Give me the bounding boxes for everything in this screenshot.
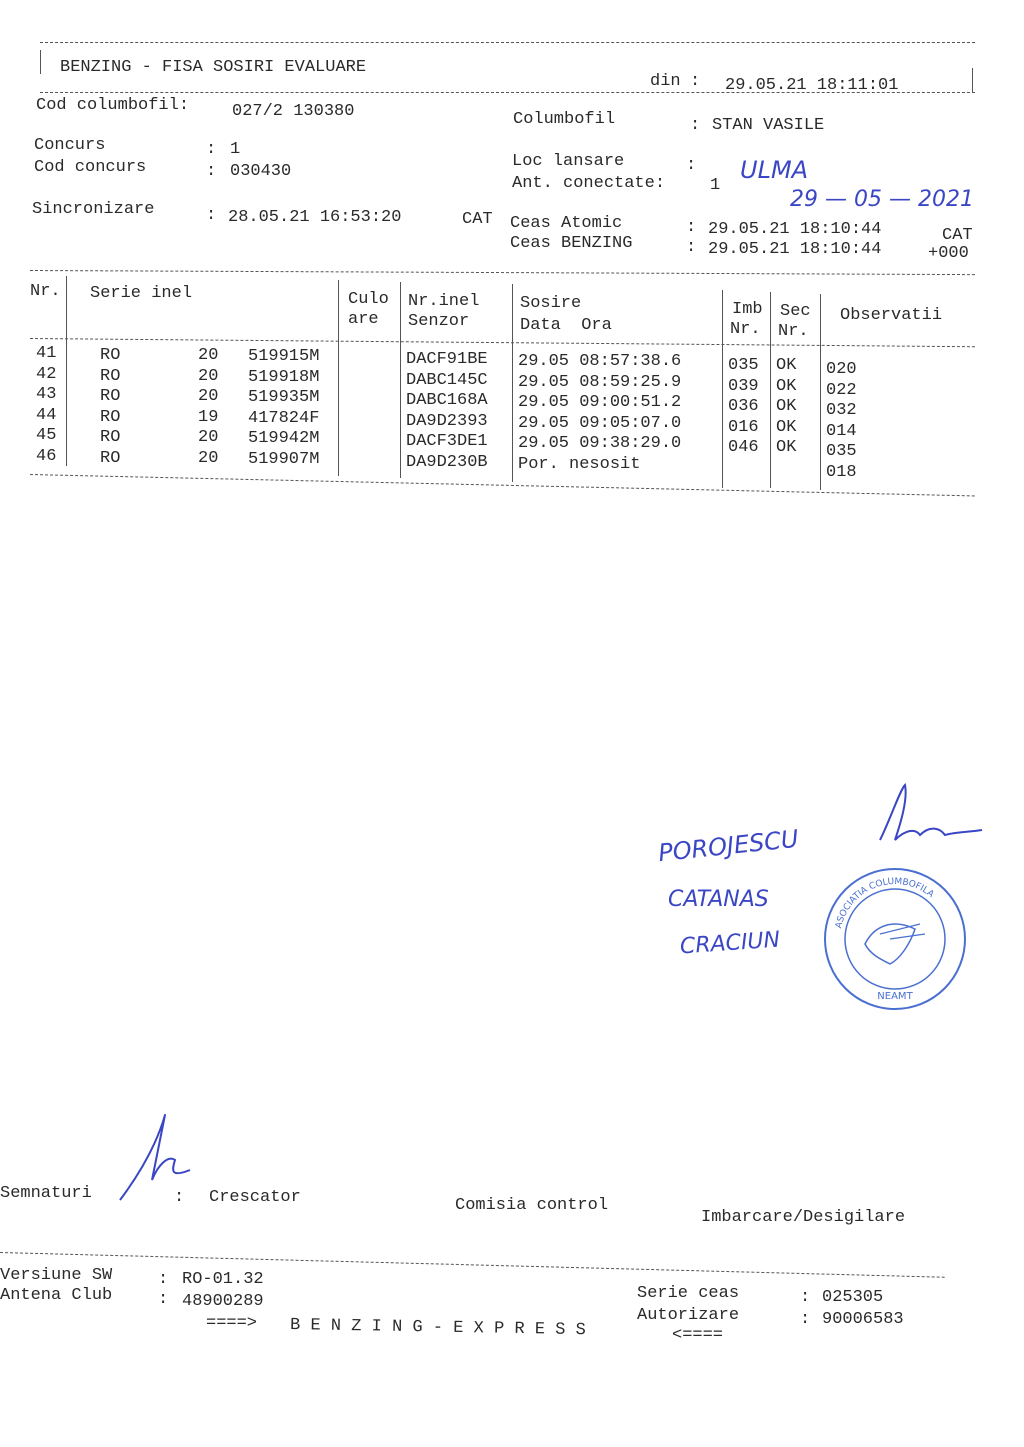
- sincronizare-label: Sincronizare: [32, 200, 155, 219]
- commission-name: POROJESCU: [656, 824, 800, 868]
- divider: [40, 42, 975, 43]
- divider: [30, 270, 975, 275]
- divider: [30, 338, 975, 347]
- cell-observatii: 022: [826, 380, 857, 400]
- divider: [66, 276, 67, 466]
- antena-club-value: 48900289: [182, 1292, 264, 1311]
- cell-tara: RO: [100, 387, 121, 407]
- col-header-observatii: Observatii: [840, 306, 943, 325]
- cell-observatii: 014: [826, 421, 857, 441]
- date-handwritten: 29 — 05 — 2021: [790, 187, 974, 212]
- cell-sosire: 29.05 08:59:25.9: [518, 372, 682, 392]
- sincronizare-value: 28.05.21 16:53:20: [228, 208, 402, 227]
- col-header-serie-inel: Serie inel: [90, 284, 193, 303]
- serie-ceas-label: Serie ceas: [637, 1284, 740, 1303]
- cell-inel: 519935M: [248, 388, 320, 408]
- divider: [722, 290, 723, 488]
- cell-imb: 046: [728, 438, 759, 458]
- cell-inel: 519915M: [248, 347, 320, 366]
- ceas-benzing-label: Ceas BENZING: [510, 234, 633, 253]
- cell-nr: 45: [36, 426, 57, 446]
- cell-senzor: DABC145C: [406, 370, 488, 390]
- cell-nr: 43: [36, 385, 57, 405]
- cell-nr: 46: [36, 447, 57, 466]
- divider: [820, 294, 821, 490]
- signature-scribble-icon: [860, 780, 990, 850]
- col-header-data-ora: Data Ora: [520, 316, 612, 335]
- cod-columbofil-label: Cod columbofil:: [36, 96, 190, 115]
- cell-sec: OK: [776, 356, 797, 375]
- cell-observatii: 035: [826, 442, 857, 462]
- imbarcare-desigilare-label: Imbarcare/Desigilare: [701, 1208, 906, 1227]
- antena-club-label: Antena Club: [0, 1286, 113, 1305]
- cell-an: 20: [198, 346, 219, 365]
- loc-lansare-label: Loc lansare: [512, 152, 625, 171]
- concurs-value: 1: [230, 140, 241, 159]
- cod-concurs-value: 030430: [230, 162, 292, 181]
- brand-arrow-left: ====>: [206, 1314, 258, 1333]
- cell-an: 20: [198, 366, 219, 386]
- document-title: BENZING - FISA SOSIRI EVALUARE: [60, 58, 367, 77]
- brand-name: B E N Z I N G - E X P R E S S: [289, 1316, 586, 1341]
- col-header-senzor: Senzor: [408, 312, 470, 331]
- divider: [770, 292, 771, 488]
- divider: [400, 282, 401, 478]
- col-header-nr: Nr.: [30, 282, 61, 301]
- cod-columbofil-value: 027/2 130380: [232, 102, 355, 121]
- cell-an: 20: [198, 428, 219, 448]
- autorizare-value: 90006583: [822, 1310, 904, 1329]
- din-value: 29.05.21 18:11:01: [725, 76, 899, 95]
- stamp-text-bottom: NEAMT: [877, 991, 913, 1002]
- cell-inel: 519918M: [248, 367, 320, 387]
- cell-imb: 039: [728, 376, 759, 396]
- sincronizare-tz: CAT: [462, 210, 493, 229]
- col-header-imb: Imb: [732, 300, 763, 319]
- cell-nr: 44: [36, 405, 57, 425]
- cell-sosire: Por. nesosit: [518, 455, 641, 474]
- cell-an: 19: [198, 407, 219, 427]
- association-stamp-icon: [820, 864, 970, 1014]
- comisia-control-label: Comisia control: [455, 1196, 609, 1215]
- autorizare-label: Autorizare: [637, 1306, 740, 1325]
- breeder-signature-icon: [100, 1110, 200, 1210]
- cell-an: 20: [198, 449, 219, 468]
- cell-senzor: DACF91BE: [406, 350, 488, 369]
- din-label: din: [650, 72, 681, 91]
- cell-observatii: 018: [826, 463, 857, 482]
- divider: [512, 284, 513, 482]
- cell-senzor: DABC168A: [406, 391, 488, 411]
- col-header-sec: Sec: [780, 302, 811, 321]
- commission-name: CRACIUN: [679, 927, 781, 960]
- cod-concurs-label: Cod concurs: [34, 158, 147, 177]
- cell-nr: 41: [36, 344, 57, 363]
- cell-imb: 035: [728, 356, 759, 375]
- crescator-label: Crescator: [209, 1188, 301, 1207]
- cell-tara: RO: [100, 346, 121, 365]
- col-header-sosire: Sosire: [520, 294, 582, 313]
- cell-tara: RO: [100, 366, 121, 386]
- cell-imb: 016: [728, 417, 759, 437]
- cell-imb: 036: [728, 397, 759, 417]
- cell-tara: RO: [100, 407, 121, 427]
- concurs-label: Concurs: [34, 136, 106, 155]
- cell-senzor: DA9D230B: [406, 453, 488, 472]
- divider: [40, 92, 975, 93]
- cell-sosire: 29.05 09:00:51.2: [518, 393, 682, 413]
- divider: [0, 1252, 945, 1278]
- divider: [40, 50, 41, 74]
- cell-inel: 519907M: [248, 450, 320, 469]
- cell-observatii: 020: [826, 360, 857, 379]
- col-header-nr-inel: Nr.inel: [408, 292, 480, 311]
- col-header-imb-nr: Nr.: [730, 320, 761, 339]
- brand-arrow-right: <====: [672, 1326, 724, 1345]
- col-header-culoare: Culo: [348, 290, 389, 309]
- cell-tara: RO: [100, 428, 121, 448]
- divider: [972, 68, 973, 92]
- ceas-benzing-tz: +000: [928, 244, 969, 263]
- semnaturi-label: Semnaturi: [0, 1184, 92, 1203]
- cell-observatii: 032: [826, 401, 857, 421]
- cell-sec: OK: [776, 438, 797, 458]
- columbofil-label: Columbofil: [513, 110, 616, 129]
- ceas-atomic-label: Ceas Atomic: [510, 214, 623, 233]
- col-header-sec-nr: Nr.: [778, 322, 809, 341]
- loc-lansare-handwritten: ULMA: [740, 156, 809, 184]
- col-header-culoare-2: are: [348, 310, 379, 329]
- cell-nr: 42: [36, 364, 57, 384]
- cell-sec: OK: [776, 417, 797, 437]
- ceas-atomic-tz: CAT: [942, 226, 973, 245]
- cell-inel: 519942M: [248, 429, 320, 449]
- commission-name: CATANAS: [668, 887, 769, 912]
- cell-senzor: DA9D2393: [406, 411, 488, 431]
- versiune-sw-value: RO-01.32: [182, 1270, 264, 1289]
- serie-ceas-value: 025305: [822, 1288, 884, 1307]
- ceas-atomic-value: 29.05.21 18:10:44: [708, 220, 882, 239]
- cell-sec: OK: [776, 397, 797, 417]
- cell-sosire: 29.05 08:57:38.6: [518, 352, 682, 371]
- ant-conectate-value: 1: [710, 176, 721, 195]
- ant-conectate-label: Ant. conectate:: [512, 174, 666, 193]
- cell-senzor: DACF3DE1: [406, 432, 488, 452]
- stamp-text-top: ASOCIATIA COLUMBOFILA: [834, 876, 936, 930]
- ceas-benzing-value: 29.05.21 18:10:44: [708, 240, 882, 259]
- cell-an: 20: [198, 387, 219, 407]
- divider: [338, 280, 339, 476]
- cell-tara: RO: [100, 449, 121, 468]
- columbofil-value: STAN VASILE: [712, 116, 825, 135]
- cell-sec: OK: [776, 376, 797, 396]
- versiune-sw-label: Versiune SW: [0, 1266, 113, 1285]
- cell-sosire: 29.05 09:38:29.0: [518, 434, 682, 454]
- cell-sosire: 29.05 09:05:07.0: [518, 413, 682, 433]
- cell-inel: 417824F: [248, 408, 320, 428]
